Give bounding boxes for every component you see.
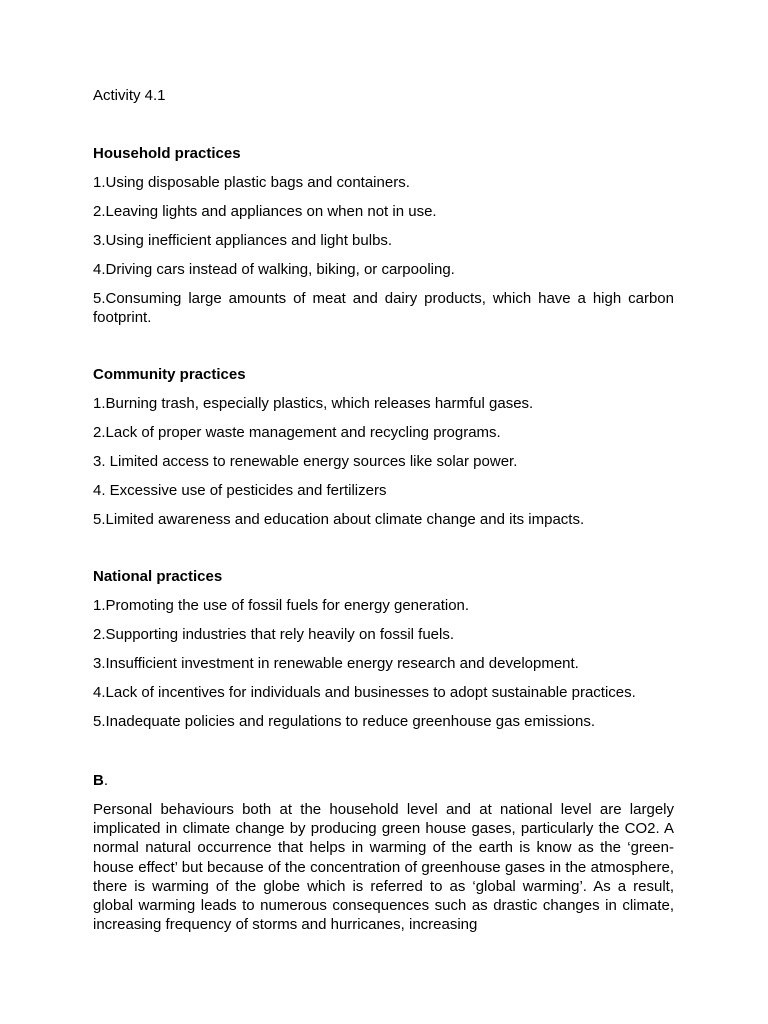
household-heading: Household practices	[93, 145, 241, 162]
community-item-2: 2.Lack of proper waste management and recycling programs.	[93, 424, 501, 441]
part-b-heading	[93, 771, 674, 790]
community-item-5: 5.Limited awareness and education about climate change and its impacts.	[93, 511, 585, 528]
national-section	[93, 567, 674, 731]
household-item-1: 1.Using disposable plastic bags and containers.	[93, 174, 410, 191]
household-item-3: 3.Using inefficient appliances and light bulbs.	[93, 232, 393, 249]
community-heading: Community practices	[93, 366, 246, 383]
household-item-4: 4.Driving cars instead of walking, biking, or carpooling.	[93, 261, 455, 278]
national-item-1: 1.Promoting the use of fossil fuels for energy generation.	[93, 597, 470, 614]
community-item-3: 3. Limited access to renewable energy sources like solar power.	[93, 453, 518, 470]
activity-title: Activity 4.1	[93, 87, 166, 104]
community-section	[93, 365, 674, 529]
document-page	[93, 86, 674, 934]
national-item-4: 4.Lack of incentives for individuals and businesses to adopt sustainable practices.	[93, 684, 636, 701]
part-b-label: B	[93, 772, 104, 789]
household-item-2: 2.Leaving lights and appliances on when not in use.	[93, 203, 437, 220]
community-item-1: 1.Burning trash, especially plastics, which releases harmful gases.	[93, 395, 534, 412]
national-item-5: 5.Inadequate policies and regulations to reduce greenhouse gas emissions.	[93, 713, 596, 730]
community-item-4: 4. Excessive use of pesticides and fertilizers	[93, 482, 387, 499]
household-section	[93, 144, 674, 327]
national-item-3: 3.Insufficient investment in renewable energy research and development.	[93, 655, 579, 672]
household-item-5: 5.Consuming large amounts of meat and dairy products, which have a high carbon footprint.	[93, 290, 674, 326]
national-item-2: 2.Supporting industries that rely heavily on fossil fuels.	[93, 626, 455, 643]
part-b-paragraph: Personal behaviours both at the household level and at national level are largely implicated in climate change by producing green house gases, particularly the CO2. A normal natural occurrence that helps in warming of the earth is know as the ‘green-house effect’ but because of the concentration of greenhouse gases in the atmosphere, there is warming of the globe which is referred to as ‘global warming’. As a result, global warming leads to numerous consequences such as drastic changes in climate, increasing frequency of storms and hurricanes, increasing	[93, 801, 674, 934]
part-b-label-suffix: .	[103, 772, 109, 789]
national-heading: National practices	[93, 568, 223, 585]
